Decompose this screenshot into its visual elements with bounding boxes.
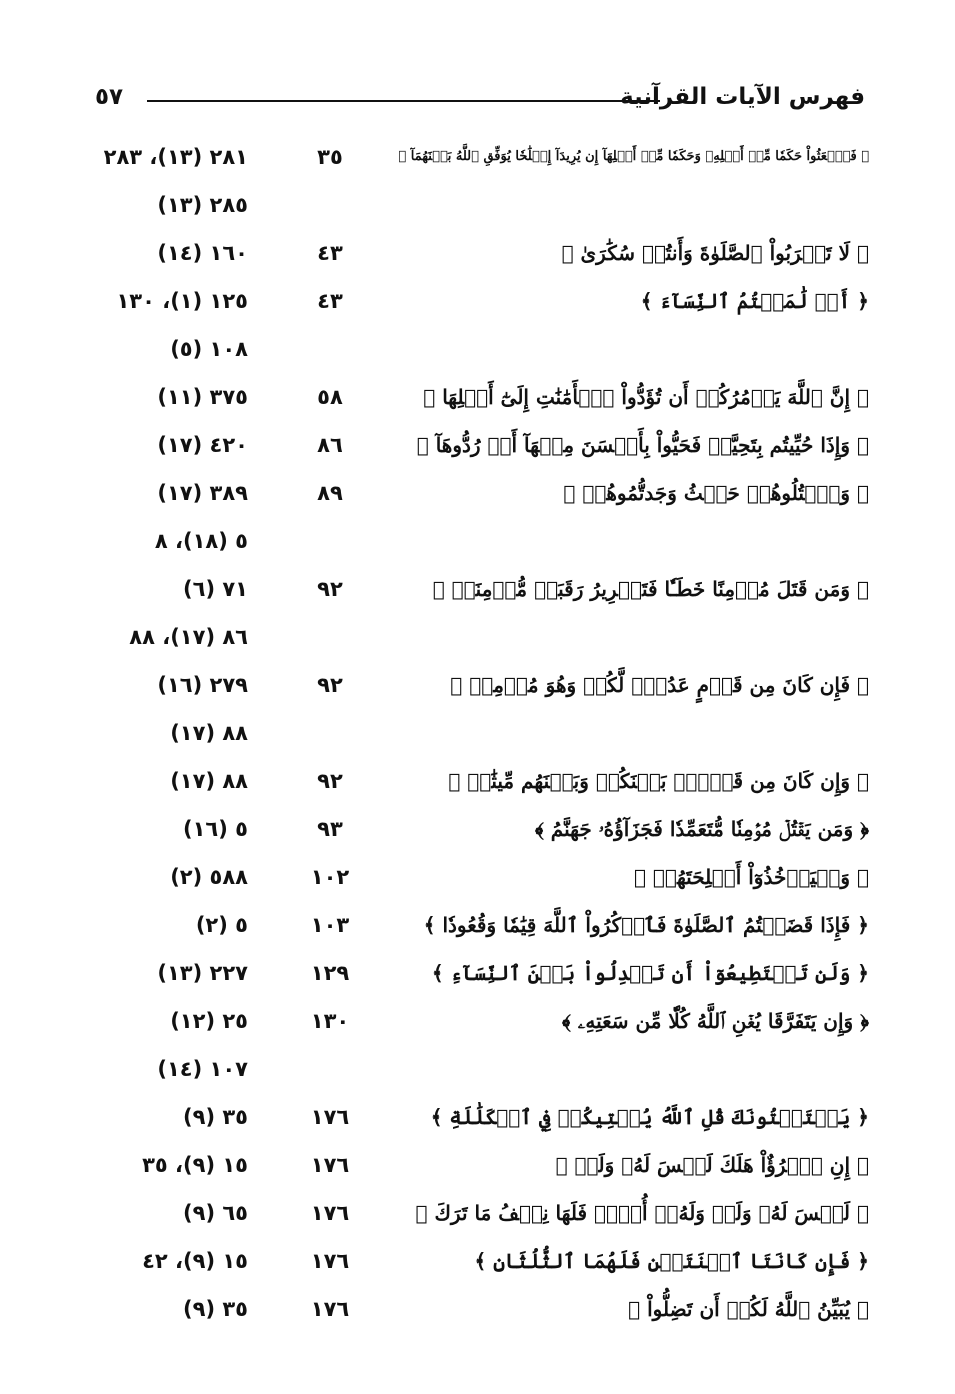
page-references: ٨٨ (١٧)	[170, 721, 248, 745]
index-row	[0, 668, 955, 708]
page-references: ٥ (١٨)، ٨	[154, 529, 248, 553]
ayah-number: ٩٢	[317, 769, 343, 793]
index-row	[0, 860, 955, 900]
verse-text: ﴿ وَٱقۡتُلُوهُمۡ حَيۡثُ وَجَدتُّمُوهُمۡ ﴾	[563, 481, 869, 505]
ayah-number: ٤٣	[317, 241, 343, 265]
page-references: ٥٨٨ (٢)	[170, 865, 248, 889]
index-row	[0, 572, 955, 612]
ayah-number: ٩٣	[317, 817, 343, 841]
page-references: ٢٥ (١٢)	[170, 1009, 248, 1033]
index-row	[0, 524, 955, 564]
ayah-number: ١٧٦	[310, 1201, 350, 1225]
page-references: ١٠٧ (١٤)	[157, 1057, 248, 1081]
page-references: ٤٢٠ (١٧)	[157, 433, 248, 457]
page-references: ١٢٥ (١)، ١٣٠	[116, 289, 248, 313]
page-references: ٢٨٥ (١٣)	[157, 193, 248, 217]
page-references: ٣٧٥ (١١)	[157, 385, 248, 409]
verse-text: ﴿ وَإِذَا حُيِّيتُم بِتَحِيَّةٖ فَحَيُّواْ بِأَحۡسَنَ مِنۡهَآ أَوۡ رُدُّوهَآ ﴾	[416, 433, 869, 457]
verse-text: ﴿ وَمَن يَقۡتُلۡ مُؤۡمِنٗا مُّتَعَمِّدٗا فَجَزَآؤُهُۥ جَهَنَّمُ ﴾	[534, 817, 869, 841]
ayah-number: ١٧٦	[310, 1297, 350, 1321]
verse-text: ﴿ لَا تَقۡرَبُواْ ٱلصَّلَوٰةَ وَأَنتُمۡ سُكَٰرَىٰ ﴾	[561, 241, 869, 265]
page-references: ٥ (٢)	[195, 913, 248, 937]
page-references: ٣٥ (٩)	[183, 1105, 248, 1129]
page-references: ٨٦ (١٧)، ٨٨	[129, 625, 248, 649]
page-references: ٥ (١٦)	[183, 817, 248, 841]
ayah-number: ١٢٩	[310, 961, 350, 985]
index-row	[0, 380, 955, 420]
ayah-number: ١٧٦	[310, 1249, 350, 1273]
ayah-number: ٨٩	[317, 481, 343, 505]
verse-text: ﴿ يَسۡتَفۡتُونَكَ قُلِ ٱللَّهُ يُفۡتِيكُمۡ فِي ٱلۡكَلَٰلَةِ ﴾	[430, 1105, 869, 1129]
page-references: ٣٥ (٩)	[183, 1297, 248, 1321]
ayah-number: ١٠٣	[310, 913, 350, 937]
verse-text: ﴿ أَوۡ لَٰمَسۡتُمُ ٱلنِّسَآءَ ﴾	[640, 289, 869, 313]
verse-text: ﴿ فَإِن كَانَتَا ٱثۡنَتَيۡنِ فَلَهُمَا ٱلثُّلُثَانِ ﴾	[474, 1249, 869, 1273]
ayah-number: ٥٨	[317, 385, 343, 409]
index-row	[0, 332, 955, 372]
index-row	[0, 620, 955, 660]
index-row	[0, 1100, 955, 1140]
index-row	[0, 956, 955, 996]
index-row	[0, 236, 955, 276]
ayah-number: ٩٢	[317, 673, 343, 697]
ayah-number: ١٧٦	[310, 1153, 350, 1177]
verse-text: ﴿ وَإِن يَتَفَرَّقَا يُغۡنِ ٱللَّهُ كُلّٗا مِّن سَعَتِهِۦ ﴾	[561, 1009, 869, 1033]
ayah-number: ١٣٠	[310, 1009, 350, 1033]
verse-text: ﴿ وَلَن تَسۡتَطِيعُوٓاْ أَن تَعۡدِلُواْ بَيۡنَ ٱلنِّسَآءِ ﴾	[431, 961, 869, 985]
page-references: ٣٨٩ (١٧)	[157, 481, 248, 505]
page-number: ٥٧	[95, 84, 124, 110]
verse-text: ﴿ وَلۡيَأۡخُذُوٓاْ أَسۡلِحَتَهُمۡ ﴾	[633, 865, 869, 889]
index-row	[0, 812, 955, 852]
page-references: ١٦٠ (١٤)	[157, 241, 248, 265]
ayah-number: ١٠٢	[310, 865, 350, 889]
index-row	[0, 1292, 955, 1332]
page-references: ١٠٨ (٥)	[170, 337, 248, 361]
ayah-number: ٩٢	[317, 577, 343, 601]
verse-text: ﴿ فَٱبۡعَثُواْ حَكَمٗا مِّنۡ أَهۡلِهِۦ وَحَكَمٗا مِّنۡ أَهۡلِهَآ إِن يُرِيدَآ إِصۡلَٰحٗا يُوَفِّقِ ٱللَّهُ بَيۡنَهُمَآ ﴾	[398, 149, 869, 164]
verse-text: ﴿ وَإِن كَانَ مِن قَوۡمِۭ بَيۡنَكُمۡ وَبَيۡنَهُم مِّيثَٰقٞ ﴾	[448, 769, 869, 793]
page-references: ٢٧٩ (١٦)	[157, 673, 248, 697]
verse-text: ﴿ يُبَيِّنُ ٱللَّهُ لَكُمۡ أَن تَضِلُّواْ ﴾	[628, 1297, 869, 1321]
index-row	[0, 284, 955, 324]
index-row	[0, 1148, 955, 1188]
index-row	[0, 1052, 955, 1092]
ayah-number: ٣٥	[317, 145, 343, 169]
page-references: ٢٢٧ (١٣)	[157, 961, 248, 985]
index-row	[0, 428, 955, 468]
running-title: فهرس الآيات القرآنية	[620, 84, 865, 110]
index-row	[0, 1196, 955, 1236]
verse-text: ﴿ وَمَن قَتَلَ مُؤۡمِنًا خَطَـٔٗا فَتَحۡرِيرُ رَقَبَةٖ مُّؤۡمِنَةٖ ﴾	[432, 577, 869, 601]
verse-text: ﴿ فَإِن كَانَ مِن قَوۡمٍ عَدُوّٖ لَّكُمۡ وَهُوَ مُؤۡمِنٞ ﴾	[450, 673, 869, 697]
verse-text: ﴿ إِنَّ ٱللَّهَ يَأۡمُرُكُمۡ أَن تُؤَدُّواْ ٱلۡأَمَٰنَٰتِ إِلَىٰٓ أَهۡلِهَا ﴾	[423, 385, 869, 409]
page-references: ٧١ (٦)	[183, 577, 248, 601]
index-row	[0, 764, 955, 804]
ayah-number: ١٧٦	[310, 1105, 350, 1129]
index-row	[0, 188, 955, 228]
index-row	[0, 476, 955, 516]
page-references: ٨٨ (١٧)	[170, 769, 248, 793]
ayah-number: ٨٦	[317, 433, 343, 457]
page-references: ٢٨١ (١٣)، ٢٨٣	[103, 145, 248, 169]
page-references: ٦٥ (٩)	[183, 1201, 248, 1225]
index-row	[0, 140, 955, 180]
verse-text: ﴿ إِنِ ٱمۡرُؤٌاْ هَلَكَ لَيۡسَ لَهُۥ وَلَدٞ ﴾	[555, 1153, 869, 1177]
index-row	[0, 1004, 955, 1044]
index-row	[0, 1244, 955, 1284]
verse-text: ﴿ لَيۡسَ لَهُۥ وَلَدٞ وَلَهُۥٓ أُخۡتٞ فَلَهَا نِصۡفُ مَا تَرَكَ ﴾	[415, 1201, 869, 1225]
ayah-number: ٤٣	[317, 289, 343, 313]
index-row	[0, 716, 955, 756]
index-row	[0, 908, 955, 948]
page-references: ١٥ (٩)، ٣٥	[142, 1153, 248, 1177]
verse-text: ﴿ فَإِذَا قَضَيۡتُمُ ٱلصَّلَوٰةَ فَٱذۡكُرُواْ ٱللَّهَ قِيَٰمٗا وَقُعُودٗا ﴾	[423, 913, 869, 937]
page-references: ١٥ (٩)، ٤٢	[142, 1249, 248, 1273]
